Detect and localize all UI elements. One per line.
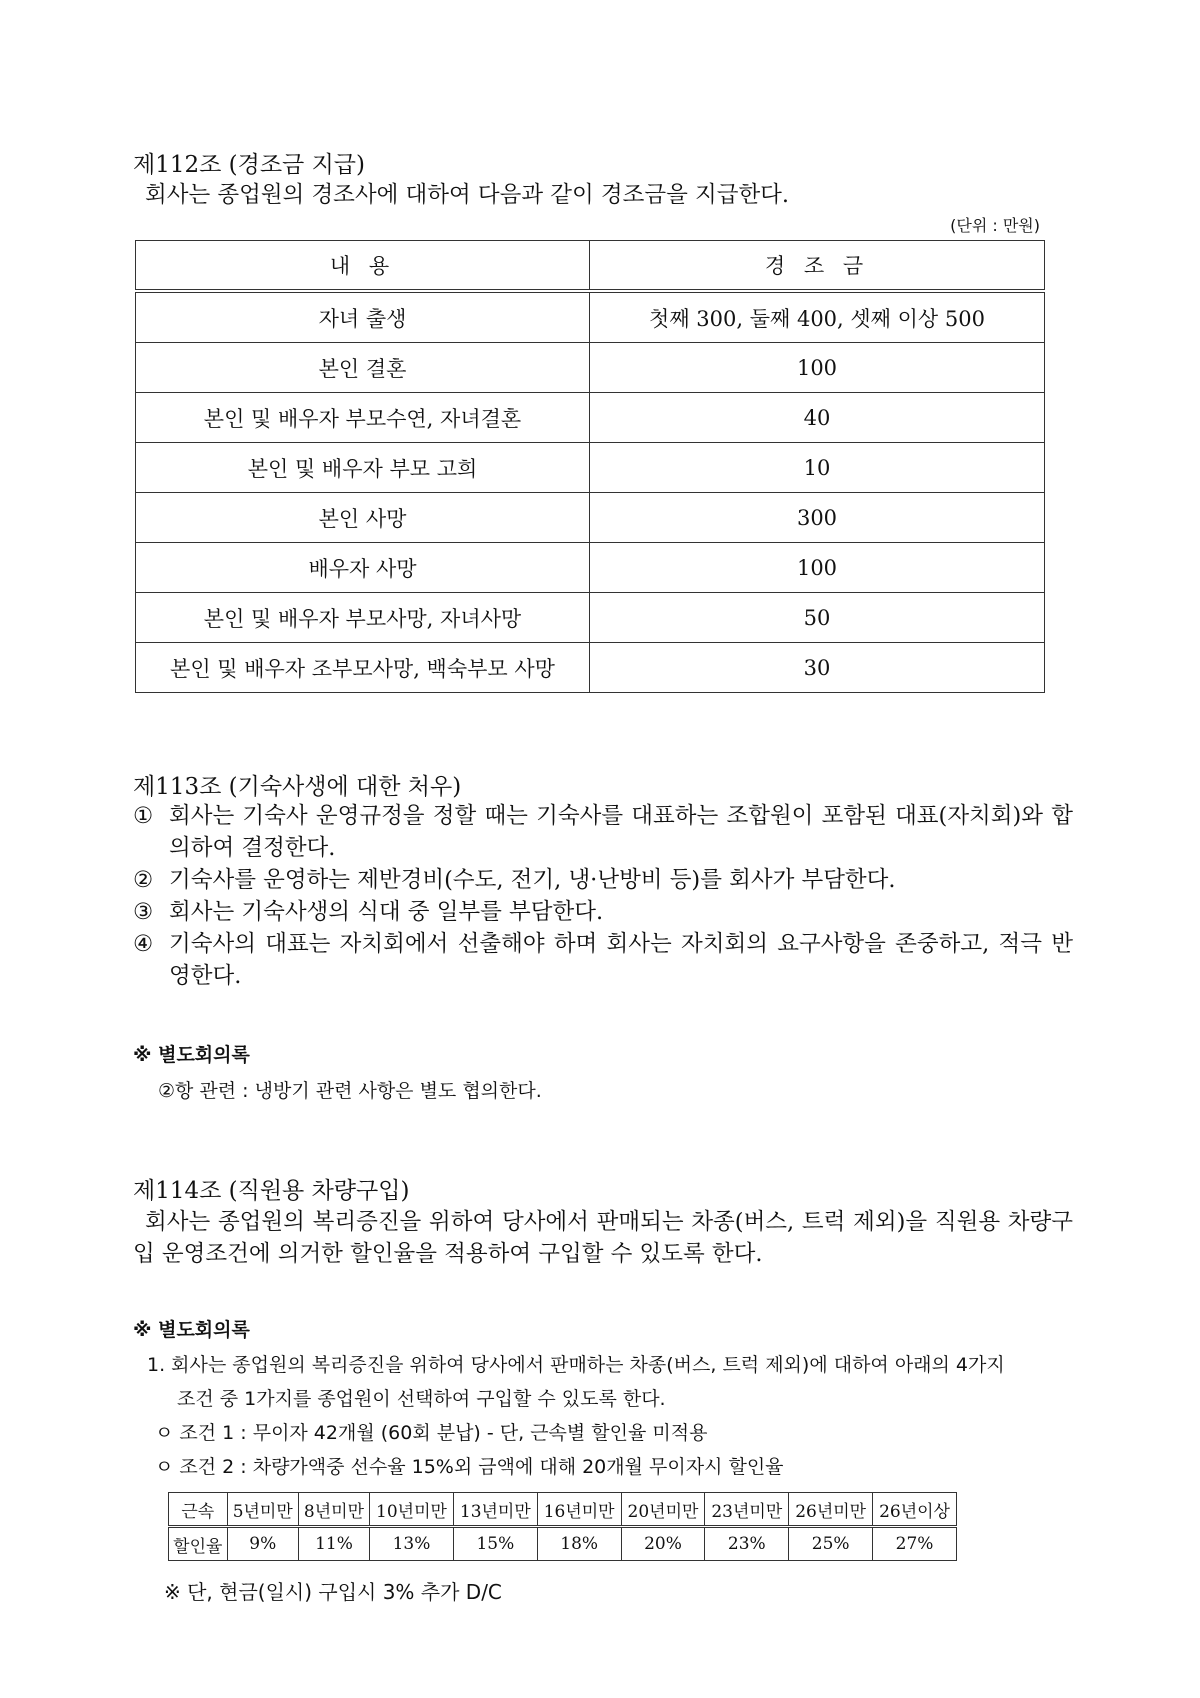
- discount-cell: 18%: [537, 1527, 621, 1561]
- unit-label: (단위 : 만원): [950, 216, 1040, 235]
- footnote: ※ 단, 현금(일시) 구입시 3% 추가 D/C: [164, 1580, 502, 1604]
- discount-cell: 25%: [789, 1527, 873, 1561]
- item-text: 기숙사를 운영하는 제반경비(수도, 전기, 냉·난방비 등)를 회사가 부담한다.: [169, 867, 896, 893]
- row-label: 본인 사망: [136, 493, 590, 543]
- row-label: 본인 및 배우자 부모사망, 자녀사망: [136, 593, 590, 643]
- note-item-line2: 조건 중 1가지를 종업원이 선택하여 구입할 수 있도록 한다.: [177, 1388, 666, 1410]
- table-row: [136, 543, 1045, 593]
- discount-cell: 15%: [453, 1527, 537, 1561]
- tenure-cell: 16년미만: [537, 1493, 621, 1527]
- note-item-line1: 1. 회사는 종업원의 복리증진을 위하여 당사에서 판매하는 차종(버스, 트럭 제외)에 대하여 아래의 4가지: [147, 1354, 1005, 1376]
- note-title: ※ 별도회의록: [133, 1044, 250, 1066]
- table-row: [136, 393, 1045, 443]
- table-row: [136, 443, 1045, 493]
- table-row: [136, 643, 1045, 693]
- condolence-table: [135, 240, 1045, 693]
- discount-table: [168, 1492, 957, 1561]
- tenure-cell: 13년미만: [453, 1493, 537, 1527]
- tenure-cell: 5년미만: [227, 1493, 298, 1527]
- row-label: 본인 및 배우자 부모수연, 자녀결혼: [136, 393, 590, 443]
- discount-cell: 20%: [621, 1527, 705, 1561]
- row-value: 10: [590, 443, 1045, 493]
- row-label: 본인 및 배우자 부모 고희: [136, 443, 590, 493]
- row-label: 본인 및 배우자 조부모사망, 백숙부모 사망: [136, 643, 590, 693]
- header-amount: 경 조 금: [590, 241, 1045, 292]
- condition-2: ㅇ 조건 2 : 차량가액중 선수율 15%외 금액에 대해 20개월 무이자시 할인율: [155, 1456, 784, 1478]
- tenure-cell: 8년미만: [298, 1493, 369, 1527]
- row-value: 300: [590, 493, 1045, 543]
- row-label: 자녀 출생: [136, 291, 590, 343]
- table-row: [136, 493, 1045, 543]
- condition-1: ㅇ 조건 1 : 무이자 42개월 (60회 분납) - 단, 근속별 할인율 미적용: [155, 1422, 708, 1444]
- discount-cell: 13%: [370, 1527, 454, 1561]
- tenure-cell: 26년이상: [873, 1493, 957, 1527]
- tenure-cell: 23년미만: [705, 1493, 789, 1527]
- note-title: ※ 별도회의록: [133, 1319, 250, 1341]
- item-number: ④: [133, 931, 154, 957]
- row-value: 40: [590, 393, 1045, 443]
- tenure-cell: 10년미만: [370, 1493, 454, 1527]
- row-value: 30: [590, 643, 1045, 693]
- row-value: 100: [590, 343, 1045, 393]
- discount-cell: 23%: [705, 1527, 789, 1561]
- article-113-title: 제113조 (기숙사생에 대한 처우): [133, 774, 462, 800]
- discount-cell: 11%: [298, 1527, 369, 1561]
- row-value: 100: [590, 543, 1045, 593]
- list-item: [133, 800, 1073, 864]
- discount-cell: 9%: [227, 1527, 298, 1561]
- table-row: [136, 291, 1045, 343]
- tenure-cell: 근속: [169, 1493, 228, 1527]
- discount-cell: 할인율: [169, 1527, 228, 1561]
- discount-cell: 27%: [873, 1527, 957, 1561]
- row-label: 배우자 사망: [136, 543, 590, 593]
- article-112-text: 회사는 종업원의 경조사에 대하여 다음과 같이 경조금을 지급한다.: [145, 182, 790, 208]
- article-112-title: 제112조 (경조금 지급): [133, 152, 365, 178]
- row-value: 첫째 300, 둘째 400, 셋째 이상 500: [590, 291, 1045, 343]
- item-text: 회사는 기숙사 운영규정을 정할 때는 기숙사를 대표하는 조합원이 포함된 대표(자치회)와 합의하여 결정한다.: [169, 803, 1073, 861]
- article-113-list: [133, 800, 1073, 992]
- article-114-title: 제114조 (직원용 차량구입): [133, 1178, 410, 1204]
- tenure-cell: 26년미만: [789, 1493, 873, 1527]
- row-label: 본인 결혼: [136, 343, 590, 393]
- item-text: 기숙사의 대표는 자치회에서 선출해야 하며 회사는 자치회의 요구사항을 존중하고, 적극 반영한다.: [169, 931, 1073, 989]
- item-number: ②: [133, 867, 154, 893]
- header-content: 내 용: [136, 241, 590, 292]
- article-114-text: 회사는 종업원의 복리증진을 위하여 당사에서 판매되는 차종(버스, 트럭 제외)을 직원용 차량구입 운영조건에 의거한 할인율을 적용하여 구입할 수 있도록 한다.: [133, 1209, 1073, 1267]
- row-value: 50: [590, 593, 1045, 643]
- discount-row: [169, 1527, 957, 1561]
- note-text: ②항 관련 : 냉방기 관련 사항은 별도 협의한다.: [158, 1080, 542, 1102]
- table-row: [136, 343, 1045, 393]
- item-number: ③: [133, 899, 154, 925]
- table-header-row: [136, 241, 1045, 292]
- list-item: [133, 864, 1073, 896]
- item-number: ①: [133, 803, 154, 829]
- list-item: [133, 928, 1073, 992]
- table-row: [136, 593, 1045, 643]
- list-item: [133, 896, 1073, 928]
- tenure-row: [169, 1493, 957, 1527]
- item-text: 회사는 기숙사생의 식대 중 일부를 부담한다.: [169, 899, 604, 925]
- tenure-cell: 20년미만: [621, 1493, 705, 1527]
